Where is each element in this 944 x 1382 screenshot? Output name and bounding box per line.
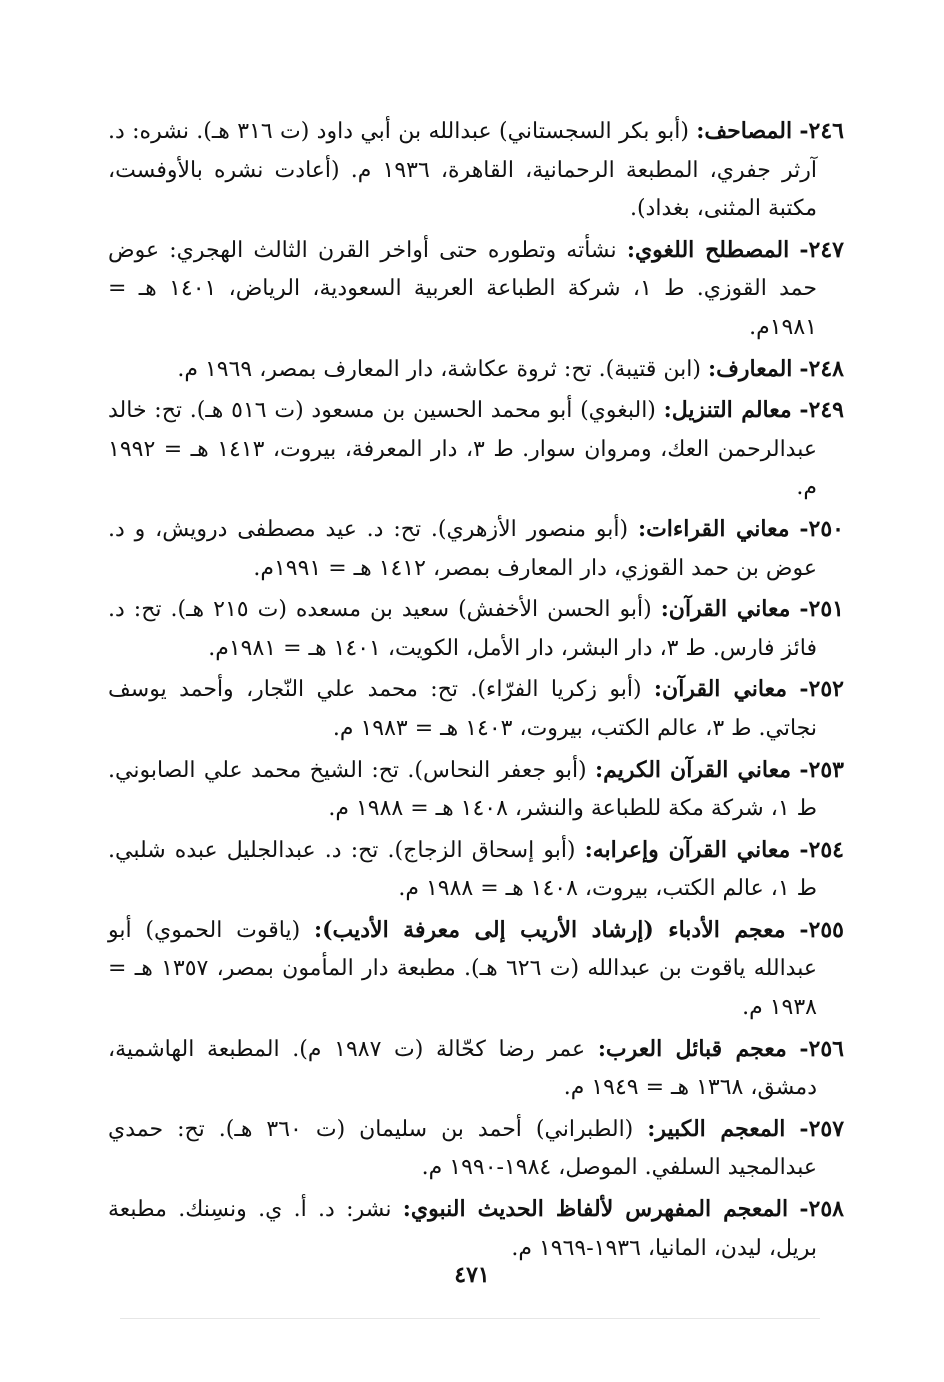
- entry-text: (أبو جعفر النحاس). تح: الشيخ محمد علي الصابوني. ط ١، شركة مكة للطباعة والنشر، ١٤٠٨ هـ = ١٩٨٨ م.: [108, 757, 817, 822]
- entry-title: المعجم المفهرس لألفاظ الحديث النبوي:: [402, 1196, 789, 1223]
- bibliography-entry-251: [108, 590, 844, 668]
- entry-title: معالم التنزيل:: [663, 397, 792, 424]
- entry-title: المعجم الكبير:: [647, 1115, 786, 1142]
- entry-title: معجم الأدباء (إرشاد الأريب إلى معرفة الأديب):: [313, 916, 786, 943]
- entry-number: ٢٥١-: [799, 596, 844, 623]
- page-number: ٤٧١: [454, 1262, 490, 1288]
- entry-number: ٢٥٥-: [799, 916, 844, 943]
- entry-text: (أبو منصور الأزهري). تح: د. عيد مصطفى درويش، و د. عوض بن حمد القوزي، دار المعارف بمصر، ١٤١٢ هـ = ١٩٩١م.: [108, 516, 817, 581]
- entry-text: (أبو الحسن الأخفش) سعيد بن مسعده (ت ٢١٥ هـ). تح: د. فائز فارس. ط ٣، دار البشر، دار الأمل، الكويت، ١٤٠١ هـ = ١٩٨١م.: [108, 597, 817, 661]
- entry-number: ٢٥٨-: [799, 1196, 844, 1223]
- entry-text: (أبو بكر السجستاني) عبدالله بن أبي داود (ت ٣١٦ هـ). نشره: د. آرثر جفري، المطبعة الرحمانية، القاهرة، ١٩٣٦ م. (أعادت نشره بالأوفست، مكتبة المثنى، بغداد).: [108, 119, 817, 222]
- entry-title: معجم قبائل العرب:: [597, 1035, 787, 1062]
- entry-text: عمر رضا كحّالة (ت ١٩٨٧ م). المطبعة الهاشمية، دمشق، ١٣٦٨ هـ = ١٩٤٩ م.: [108, 1036, 817, 1101]
- entry-title: معاني القرآن وإعرابه:: [584, 836, 791, 863]
- entry-number: ٢٥٦-: [799, 1035, 844, 1062]
- entry-text: نشأته وتطوره حتى أواخر القرن الثالث الهجري: عوض حمد القوزي. ط ١، شركة الطباعة العربية السعودية، الرياض، ١٤٠١ هـ = ١٩٨١م.: [108, 237, 817, 340]
- entry-text: (ابن قتيبة). تح: ثروة عكاشة، دار المعارف بمصر، ١٩٦٩ م.: [177, 356, 708, 382]
- bibliography-entry-254: [108, 831, 844, 909]
- entry-number: ٢٥٤-: [799, 836, 844, 863]
- entry-text: (أبو إسحاق الزجاج). تح: د. عبدالجليل عبده شلبي. ط ١، عالم الكتب، بيروت، ١٤٠٨ هـ = ١٩٨٨ م.: [108, 837, 817, 902]
- bibliography-entry-255: [108, 911, 844, 1028]
- bibliography-entry-246: [108, 112, 844, 229]
- bibliography-entry-252: [108, 670, 844, 748]
- entry-text: (أبو زكريا الفرّاء). تح: محمد علي النّجار، وأحمد يوسف نجاتي. ط ٣، عالم الكتب، بيروت، ١٤٠٣ هـ = ١٩٨٣ م.: [108, 677, 817, 741]
- bibliography-entry-257: [108, 1110, 844, 1188]
- entry-title: معاني القرآن الكريم:: [595, 756, 791, 783]
- entry-number: ٢٥٧-: [799, 1115, 845, 1142]
- entry-number: ٢٤٧-: [799, 236, 844, 263]
- entry-text: (الطبراني) أحمد بن سليمان (ت ٣٦٠ هـ). تح: حمدي عبدالمجيد السلفي. الموصل، ١٩٨٤-١٩٩٠ م.: [108, 1116, 817, 1181]
- entry-title: المصطلح اللغوي:: [626, 236, 790, 263]
- entry-number: ٢٥٢-: [799, 676, 844, 703]
- entry-number: ٢٥٠-: [799, 515, 844, 542]
- entry-number: ٢٤٨-: [799, 355, 844, 382]
- bibliography-entry-249: [108, 391, 844, 508]
- bibliography-entry-247: [108, 231, 844, 348]
- entry-title: معاني القراءات:: [637, 515, 790, 542]
- entry-text: (ياقوت الحموي) أبو عبدالله ياقوت بن عبدالله (ت ٦٢٦ هـ). مطبعة دار المأمون بمصر، ١٣٥٧ هـ = ١٩٣٨ م.: [108, 917, 817, 1021]
- bibliography-page: [108, 112, 844, 1270]
- bibliography-entry-256: [108, 1030, 844, 1108]
- bibliography-entry-253: [108, 751, 844, 829]
- entry-title: معاني القرآن:: [653, 676, 788, 703]
- bibliography-entry-248: [108, 350, 844, 390]
- entry-title: معاني القرآن:: [660, 596, 791, 623]
- entry-number: ٢٤٩-: [799, 397, 844, 424]
- entry-text: نشر: د. أ. ي. ونسِنك. مطبعة بريل، ليدن، المانيا، ١٩٣٦-١٩٦٩ م.: [108, 1197, 817, 1261]
- footer-divider: [120, 1318, 820, 1319]
- entry-text: (البغوي) أبو محمد الحسين بن مسعود (ت ٥١٦ هـ). تح: خالد عبدالرحمن العك، ومروان سوار. ط ٣، دار المعرفة، بيروت، ١٤١٣ هـ = ١٩٩٢ م.: [108, 398, 817, 501]
- entry-number: ٢٤٦-: [799, 118, 844, 144]
- bibliography-entry-258: [108, 1190, 844, 1268]
- entry-title: المصاحف:: [696, 118, 793, 144]
- bibliography-entry-250: [108, 510, 844, 588]
- entry-number: ٢٥٣-: [799, 756, 844, 783]
- entry-title: المعارف:: [708, 355, 793, 382]
